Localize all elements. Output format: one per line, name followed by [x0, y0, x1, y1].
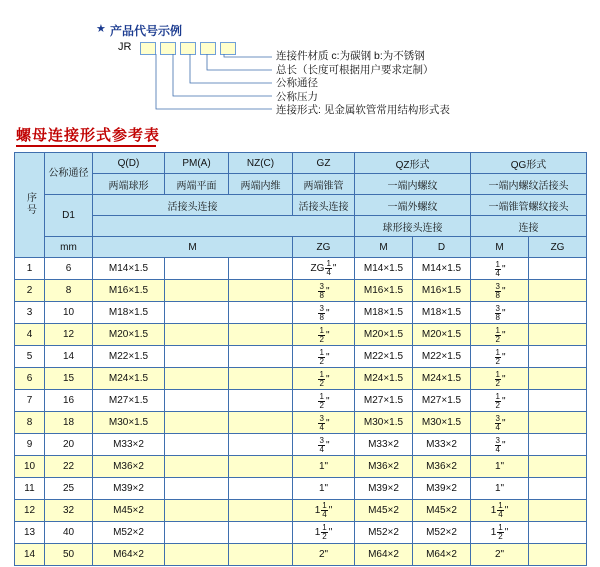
- header-unit-d: D: [413, 237, 471, 258]
- header-unit-zg: ZG: [293, 237, 355, 258]
- header-nz-desc: 两端内维: [229, 174, 293, 195]
- legend-item-list: [276, 50, 450, 118]
- cell-dn: 10: [45, 302, 93, 324]
- header-outer-thread: 一端外螺纹: [355, 195, 471, 216]
- cell-qz-d: M36×2: [413, 456, 471, 478]
- cell-qg-m: $\frac{1}{2}$ ": [471, 346, 529, 368]
- cell-dn: 8: [45, 280, 93, 302]
- cell-qg-m: $\frac{3}{8}$ ": [471, 302, 529, 324]
- cell-gz: $\frac{1}{2}$ ": [293, 324, 355, 346]
- table-row: [15, 346, 587, 368]
- cell-gz: $\frac{1}{2}$ ": [293, 368, 355, 390]
- cell-qg-m: $\frac{1}{2}$ ": [471, 390, 529, 412]
- code-box: [180, 42, 196, 55]
- cell-qz-d: M30×1.5: [413, 412, 471, 434]
- code-box: [220, 42, 236, 55]
- table-row: [15, 434, 587, 456]
- cell-pm: [165, 522, 229, 544]
- nut-connection-reference-table: [14, 152, 587, 566]
- cell-serial: 11: [15, 478, 45, 500]
- table-header-row-3: [15, 195, 587, 216]
- cell-qz-d: M64×2: [413, 544, 471, 566]
- cell-pm: [165, 434, 229, 456]
- cell-serial: 2: [15, 280, 45, 302]
- header-union-connect: 活接头连接: [93, 195, 293, 216]
- cell-qz-d: M27×1.5: [413, 390, 471, 412]
- cell-gz: $\frac{1}{2}$ ": [293, 390, 355, 412]
- cell-dn: 40: [45, 522, 93, 544]
- cell-qz-m: M52×2: [355, 522, 413, 544]
- cell-gz: $\frac{3}{4}$ ": [293, 412, 355, 434]
- cell-qg-m: $\frac{3}{8}$ ": [471, 280, 529, 302]
- table-row: [15, 478, 587, 500]
- cell-qg-zg: [529, 324, 587, 346]
- cell-serial: 10: [15, 456, 45, 478]
- cell-qz-m: M16×1.5: [355, 280, 413, 302]
- table-header-row-1: [15, 153, 587, 174]
- header-blank-merge: [93, 216, 355, 237]
- cell-qd: M39×2: [93, 478, 165, 500]
- cell-qg-zg: [529, 390, 587, 412]
- table-header-row-2: [15, 174, 587, 195]
- cell-qd: M27×1.5: [93, 390, 165, 412]
- header-unit-m3: M: [471, 237, 529, 258]
- cell-pm: [165, 280, 229, 302]
- cell-qz-d: M22×1.5: [413, 346, 471, 368]
- cell-serial: 9: [15, 434, 45, 456]
- cell-nz: [229, 280, 293, 302]
- star-icon: ★: [96, 23, 106, 35]
- header-group-nz: NZ(C): [229, 153, 293, 174]
- cell-qz-d: M16×1.5: [413, 280, 471, 302]
- legend-item: 公称通径: [276, 77, 318, 90]
- cell-pm: [165, 544, 229, 566]
- table-header-row-5: [15, 237, 587, 258]
- header-unit-m: M: [93, 237, 293, 258]
- header-group-qd: Q(D): [93, 153, 165, 174]
- cell-dn: 32: [45, 500, 93, 522]
- table-row: [15, 258, 587, 280]
- cell-nz: [229, 412, 293, 434]
- cell-dn: 18: [45, 412, 93, 434]
- cell-qz-m: M39×2: [355, 478, 413, 500]
- cell-qd: M20×1.5: [93, 324, 165, 346]
- table-row: [15, 368, 587, 390]
- cell-qg-zg: [529, 258, 587, 280]
- cell-qg-zg: [529, 434, 587, 456]
- cell-qd: M18×1.5: [93, 302, 165, 324]
- header-unit-m2: M: [355, 237, 413, 258]
- header-unit-zg2: ZG: [529, 237, 587, 258]
- table-row: [15, 324, 587, 346]
- header-unit-mm: mm: [45, 237, 93, 258]
- table-row: [15, 500, 587, 522]
- cell-qz-m: M45×2: [355, 500, 413, 522]
- cell-nz: [229, 522, 293, 544]
- table-row: [15, 522, 587, 544]
- legend-item: 连接件材质 c:为碳钢 b:为不锈钢: [276, 50, 425, 62]
- cell-qz-m: M30×1.5: [355, 412, 413, 434]
- cell-qg-zg: [529, 522, 587, 544]
- cell-nz: [229, 346, 293, 368]
- cell-qd: M16×1.5: [93, 280, 165, 302]
- cell-qg-m: $\frac{3}{4}$ ": [471, 434, 529, 456]
- cell-qz-d: M20×1.5: [413, 324, 471, 346]
- header-ball-joint-connect: 球形接头连接: [355, 216, 471, 237]
- header-nominal-dn: 公称通径: [45, 153, 93, 195]
- cell-pm: [165, 500, 229, 522]
- header-union-connect-2: 活接头连接: [293, 195, 355, 216]
- cell-qd: M33×2: [93, 434, 165, 456]
- cell-qg-m: $\frac{1}{2}$ ": [471, 324, 529, 346]
- cell-serial: 8: [15, 412, 45, 434]
- cell-qz-m: M36×2: [355, 456, 413, 478]
- cell-qg-zg: [529, 280, 587, 302]
- cell-nz: [229, 368, 293, 390]
- cell-qd: M14×1.5: [93, 258, 165, 280]
- table-body: [15, 258, 587, 566]
- cell-qg-zg: [529, 412, 587, 434]
- table-row: [15, 390, 587, 412]
- section-title-underline: [16, 145, 156, 147]
- header-group-pm: PM(A): [165, 153, 229, 174]
- header-group-qz: QZ形式: [355, 153, 471, 174]
- cell-qg-zg: [529, 478, 587, 500]
- table-row: [15, 280, 587, 302]
- cell-qz-d: M52×2: [413, 522, 471, 544]
- cell-qz-m: M64×2: [355, 544, 413, 566]
- cell-qz-m: M33×2: [355, 434, 413, 456]
- header-d1: D1: [45, 195, 93, 237]
- header-qd-desc: 两端球形: [93, 174, 165, 195]
- table-header-row-4: [15, 216, 587, 237]
- cell-qd: M22×1.5: [93, 346, 165, 368]
- table-header: [15, 153, 587, 258]
- cell-serial: 3: [15, 302, 45, 324]
- cell-serial: 12: [15, 500, 45, 522]
- cell-qg-m: 1 $\frac{1}{2}$ ": [471, 522, 529, 544]
- cell-qz-m: M22×1.5: [355, 346, 413, 368]
- table-row: [15, 456, 587, 478]
- code-box: [200, 42, 216, 55]
- cell-dn: 50: [45, 544, 93, 566]
- cell-pm: [165, 258, 229, 280]
- code-box-group: [140, 42, 236, 55]
- legend-item: 总长（长度可根据用户要求定制）: [276, 63, 434, 76]
- cell-dn: 25: [45, 478, 93, 500]
- cell-serial: 5: [15, 346, 45, 368]
- cell-gz: $\frac{1}{2}$ ": [293, 346, 355, 368]
- cell-nz: [229, 258, 293, 280]
- cell-gz: 1": [293, 456, 355, 478]
- header-qz-desc: 一端内螺纹: [355, 174, 471, 195]
- cell-gz: $\frac{3}{8}$ ": [293, 302, 355, 324]
- section-title: 螺母连接形式参考表: [16, 127, 161, 144]
- cell-qz-m: M24×1.5: [355, 368, 413, 390]
- table-row: [15, 302, 587, 324]
- cell-qz-m: M27×1.5: [355, 390, 413, 412]
- cell-nz: [229, 390, 293, 412]
- cell-qg-zg: [529, 456, 587, 478]
- cell-pm: [165, 412, 229, 434]
- cell-serial: 1: [15, 258, 45, 280]
- cell-qz-d: M45×2: [413, 500, 471, 522]
- header-serial: 序号: [15, 153, 45, 258]
- legend-item: 连接形式: 见金属软管常用结构形式表: [276, 104, 450, 117]
- cell-serial: 7: [15, 390, 45, 412]
- cell-pm: [165, 324, 229, 346]
- cell-gz: 1 $\frac{1}{4}$ ": [293, 500, 355, 522]
- cell-pm: [165, 456, 229, 478]
- cell-dn: 6: [45, 258, 93, 280]
- cell-serial: 6: [15, 368, 45, 390]
- cell-qg-m: 1 $\frac{1}{4}$ ": [471, 500, 529, 522]
- cell-serial: 14: [15, 544, 45, 566]
- cell-qz-d: M18×1.5: [413, 302, 471, 324]
- cell-qz-m: M20×1.5: [355, 324, 413, 346]
- table-row: [15, 412, 587, 434]
- header-group-gz: GZ: [293, 153, 355, 174]
- cell-qd: M64×2: [93, 544, 165, 566]
- product-prefix-label: JR: [118, 41, 132, 53]
- product-code-legend: [0, 0, 600, 120]
- cell-dn: 22: [45, 456, 93, 478]
- cell-dn: 20: [45, 434, 93, 456]
- cell-qg-m: 1": [471, 478, 529, 500]
- cell-nz: [229, 544, 293, 566]
- cell-dn: 14: [45, 346, 93, 368]
- cell-pm: [165, 346, 229, 368]
- header-group-qg: QG形式: [471, 153, 587, 174]
- cell-serial: 13: [15, 522, 45, 544]
- cell-qg-zg: [529, 544, 587, 566]
- cell-dn: 16: [45, 390, 93, 412]
- cell-nz: [229, 434, 293, 456]
- cell-nz: [229, 478, 293, 500]
- cell-dn: 15: [45, 368, 93, 390]
- cell-gz: 2": [293, 544, 355, 566]
- cell-nz: [229, 302, 293, 324]
- cell-qz-m: M18×1.5: [355, 302, 413, 324]
- code-box: [140, 42, 156, 55]
- cell-qd: M45×2: [93, 500, 165, 522]
- header-pm-desc: 两端平面: [165, 174, 229, 195]
- code-box: [160, 42, 176, 55]
- cell-gz: $\frac{3}{8}$ ": [293, 280, 355, 302]
- cell-qd: M52×2: [93, 522, 165, 544]
- cell-qz-d: M33×2: [413, 434, 471, 456]
- cell-pm: [165, 390, 229, 412]
- cell-qz-m: M14×1.5: [355, 258, 413, 280]
- header-gz-desc: 两端锥管: [293, 174, 355, 195]
- cell-gz: 1": [293, 478, 355, 500]
- cell-qg-zg: [529, 302, 587, 324]
- cell-gz: 1 $\frac{1}{2}$ ": [293, 522, 355, 544]
- cell-qd: M24×1.5: [93, 368, 165, 390]
- cell-pm: [165, 368, 229, 390]
- cell-nz: [229, 500, 293, 522]
- legend-title: 产品代号示例: [110, 24, 183, 38]
- header-connect: 连接: [471, 216, 587, 237]
- cell-dn: 12: [45, 324, 93, 346]
- legend-item: 公称压力: [276, 90, 318, 103]
- cell-qz-d: M39×2: [413, 478, 471, 500]
- cell-qg-m: 1": [471, 456, 529, 478]
- cell-serial: 4: [15, 324, 45, 346]
- header-taper-thread-joint: 一端锥管螺纹接头: [471, 195, 587, 216]
- header-qg-desc: 一端内螺纹活接头: [471, 174, 587, 195]
- cell-nz: [229, 324, 293, 346]
- cell-qg-zg: [529, 346, 587, 368]
- cell-qd: M36×2: [93, 456, 165, 478]
- cell-qg-zg: [529, 500, 587, 522]
- cell-qg-m: $\frac{1}{4}$ ": [471, 258, 529, 280]
- cell-qg-m: 2": [471, 544, 529, 566]
- cell-qd: M30×1.5: [93, 412, 165, 434]
- cell-nz: [229, 456, 293, 478]
- cell-gz: ZG $\frac{1}{4}$ ": [293, 258, 355, 280]
- cell-qg-zg: [529, 368, 587, 390]
- cell-gz: $\frac{3}{4}$ ": [293, 434, 355, 456]
- cell-qg-m: $\frac{1}{2}$ ": [471, 368, 529, 390]
- cell-qz-d: M14×1.5: [413, 258, 471, 280]
- cell-pm: [165, 478, 229, 500]
- cell-pm: [165, 302, 229, 324]
- cell-qg-m: $\frac{3}{4}$ ": [471, 412, 529, 434]
- table-row: [15, 544, 587, 566]
- cell-qz-d: M24×1.5: [413, 368, 471, 390]
